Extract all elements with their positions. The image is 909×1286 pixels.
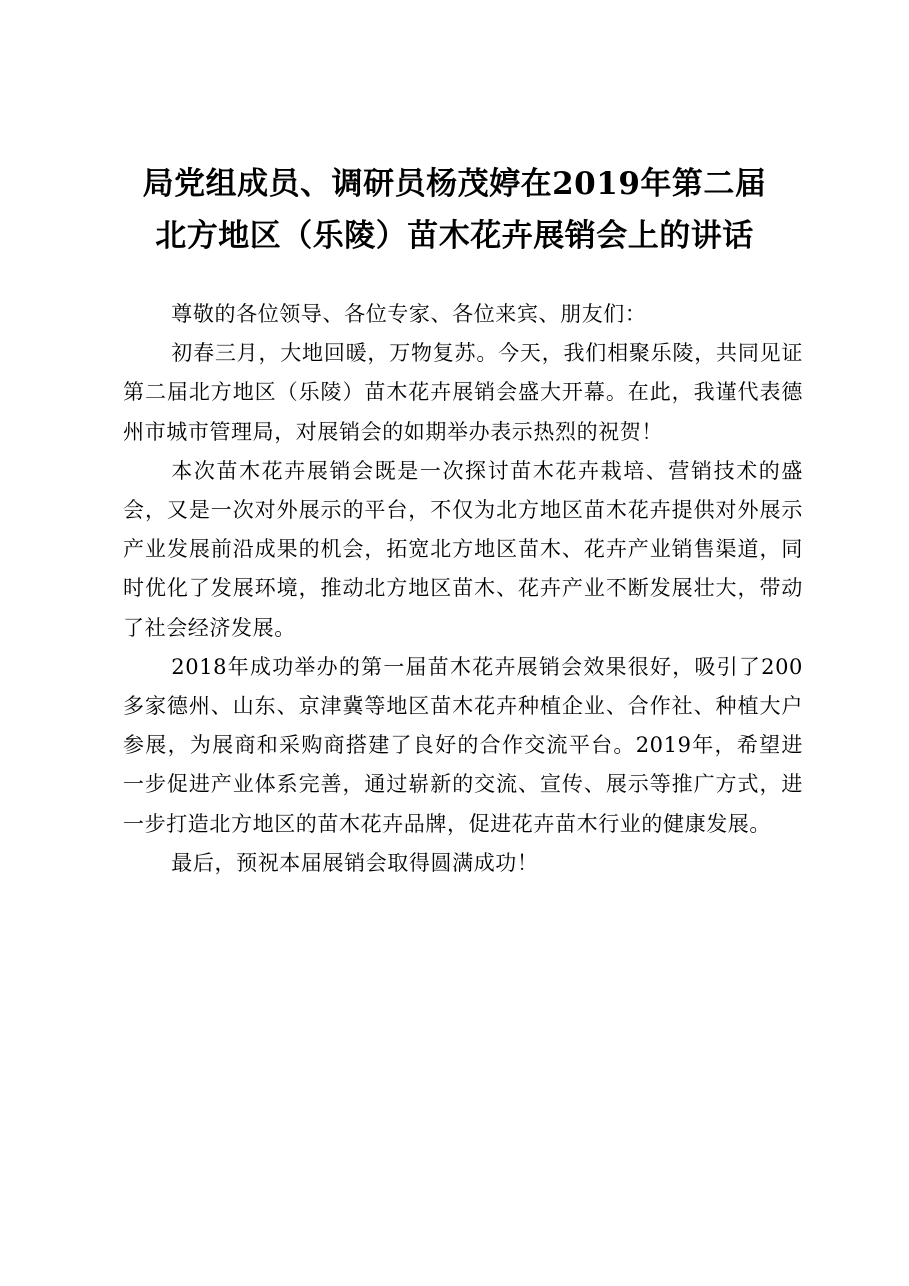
- document-title: [0, 158, 909, 262]
- significance-paragraph: 本次苗木花卉展销会既是一次探讨苗木花卉栽培、营销技术的盛会，又是一次对外展示的平台，不仅为北方地区苗木花卉提供对外展示产业发展前沿成果的机会，拓宽北方地区苗木、花卉产业销售渠道，同时优化了发展环境，推动北方地区苗木、花卉产业不断发展壮大，带动了社会经济发展。: [123, 458, 803, 640]
- opening-paragraph: 初春三月，大地回暖，万物复苏。今天，我们相聚乐陵，共同见证第二届北方地区（乐陵）苗木花卉展销会盛大开幕。在此，我谨代表德州市城市管理局，对展销会的如期举办表示热烈的祝贺！: [123, 341, 803, 444]
- closing-paragraph: 最后，预祝本届展销会取得圆满成功！: [171, 850, 539, 875]
- greeting-paragraph: 尊敬的各位领导、各位专家、各位来宾、朋友们：: [171, 302, 647, 326]
- speech-body: [123, 295, 803, 883]
- history-paragraph: 2018年成功举办的第一届苗木花卉展销会效果很好，吸引了200多家德州、山东、京津冀等地区苗木花卉种植企业、合作社、种植大户参展，为展商和采购商搭建了良好的合作交流平台。2019年，希望进一步促进产业体系完善，通过崭新的交流、宣传、展示等推广方式，进一步打造北方地区的苗木花卉品牌，促进花卉苗木行业的健康发展。: [123, 654, 803, 836]
- title-line-1: 局党组成员、调研员杨茂婷在2019年第二届: [142, 166, 767, 202]
- title-line-2: 北方地区（乐陵）苗木花卉展销会上的讲话: [155, 218, 754, 254]
